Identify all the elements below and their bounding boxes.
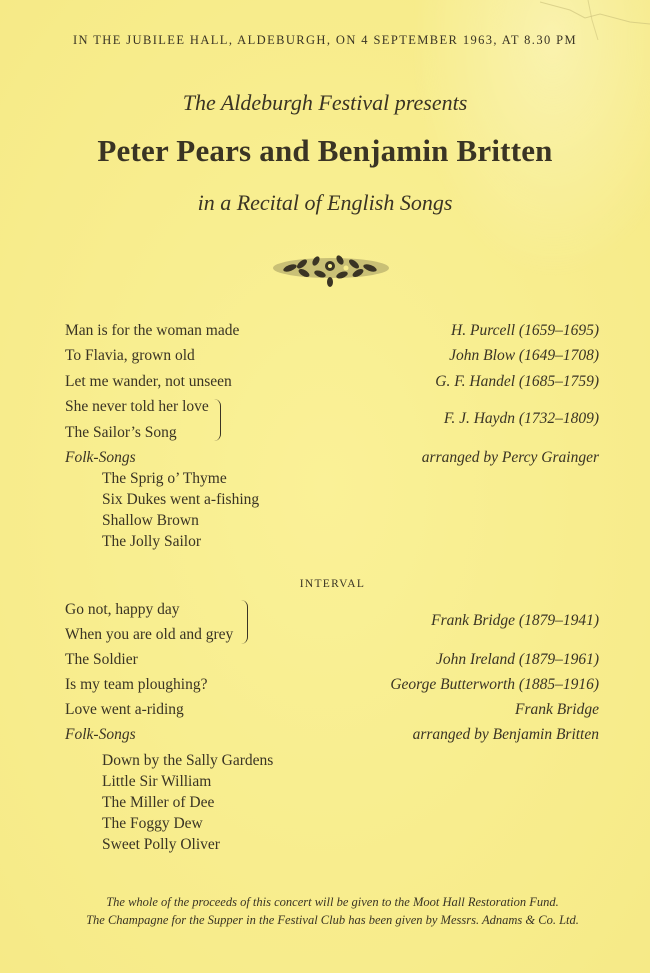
song-title: Love went a-riding	[65, 701, 184, 718]
composer: John Blow (1649–1708)	[449, 347, 599, 364]
folk-song: The Foggy Dew	[102, 815, 203, 832]
song-title: Man is for the woman made	[65, 322, 240, 339]
song-title: Let me wander, not unseen	[65, 373, 232, 390]
folk-songs-label: Folk-Songs	[65, 449, 136, 466]
composer: George Butterworth (1885–1916)	[390, 676, 599, 693]
folk-song: The Sprig o’ Thyme	[102, 470, 227, 487]
folk-song: The Jolly Sailor	[102, 533, 202, 550]
folk-song: Shallow Brown	[102, 512, 199, 529]
song-title: When you are old and grey	[65, 626, 234, 643]
composer: Frank Bridge	[515, 701, 599, 718]
song-title: Go not, happy day	[65, 601, 180, 618]
folk-song: Little Sir William	[102, 773, 212, 790]
arranger: arranged by Benjamin Britten	[412, 726, 599, 743]
folk-song: Down by the Sally Gardens	[102, 752, 274, 769]
folk-song: Sweet Polly Oliver	[102, 836, 220, 853]
interval-label: INTERVAL	[299, 578, 366, 590]
composer: H. Purcell (1659–1695)	[451, 322, 599, 339]
song-title: She never told her love	[65, 398, 209, 415]
song-title: Is my team ploughing?	[65, 676, 208, 693]
arranger: arranged by Percy Grainger	[421, 449, 599, 466]
venue-date-line: IN THE JUBILEE HALL, ALDEBURGH, ON 4 SEPTEMBER 1963, AT 8.30 PM	[72, 33, 578, 47]
folk-song: The Miller of Dee	[102, 794, 215, 811]
subtitle: in a Recital of English Songs	[197, 190, 453, 215]
song-title: The Soldier	[65, 651, 138, 668]
footer-note-proceeds: The whole of the proceeds of this concert will be given to the Moot Hall Restoration Fund.	[106, 895, 559, 909]
composer: John Ireland (1879–1961)	[435, 651, 599, 668]
composer: Frank Bridge (1879–1941)	[431, 612, 599, 629]
floral-ornament-icon	[270, 250, 392, 290]
bracket	[241, 600, 248, 644]
composer: F. J. Haydn (1732–1809)	[443, 410, 599, 427]
bracket	[214, 399, 221, 441]
composer: G. F. Handel (1685–1759)	[435, 373, 599, 390]
footer-note-champagne: The Champagne for the Supper in the Festival Club has been given by Messrs. Adnams & Co. Ltd.	[86, 913, 579, 927]
folk-song: Six Dukes went a-fishing	[102, 491, 260, 508]
song-title: The Sailor’s Song	[65, 424, 177, 441]
song-title: To Flavia, grown old	[65, 347, 195, 364]
presents-line: The Aldeburgh Festival presents	[182, 90, 468, 115]
folk-songs-label: Folk-Songs	[65, 726, 136, 743]
page-title: Peter Pears and Benjamin Britten	[97, 133, 553, 168]
